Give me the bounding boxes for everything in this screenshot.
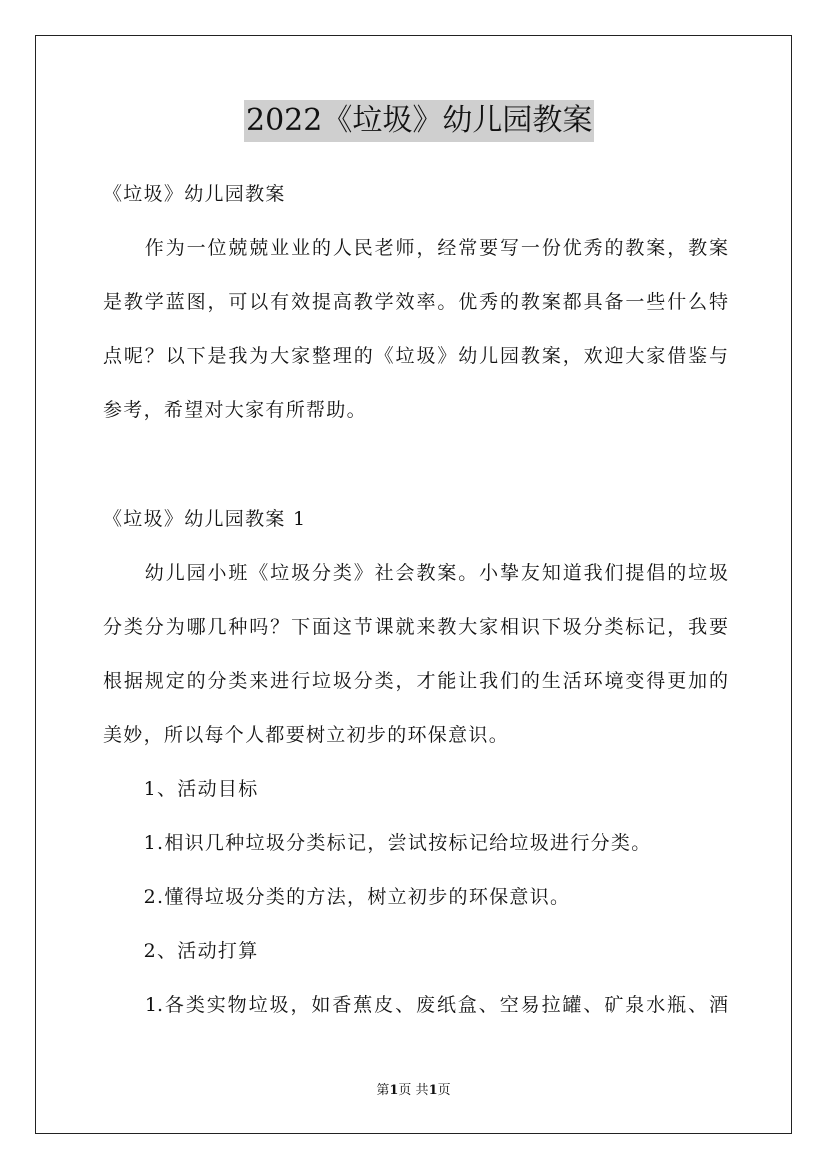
intro-line-1: 作为一位兢兢业业的人民老师，经常要写一份优秀的教案，教案 xyxy=(103,237,728,259)
list-item: 1.各类实物垃圾，如香蕉皮、废纸盒、空易拉罐、矿泉水瓶、酒 xyxy=(103,994,728,1016)
section-para-line-3: 根据规定的分类来进行垃圾分类，才能让我们的生活环境变得更加的 xyxy=(103,670,728,692)
list-item: 1、活动目标 xyxy=(103,778,259,800)
footer-mid: 页 共 xyxy=(398,1083,429,1098)
list-item: 2、活动打算 xyxy=(103,940,259,962)
footer-prefix: 第 xyxy=(376,1083,390,1098)
section-para-line-2: 分类分为哪几种吗？下面这节课就来教大家相识下圾分类标记，我要 xyxy=(103,616,728,638)
footer-page-number: 1 xyxy=(389,1083,399,1098)
section-para-line-1: 幼儿园小班《垃圾分类》社会教案。小挚友知道我们提倡的垃圾 xyxy=(103,562,728,584)
intro-line-3: 点呢？以下是我为大家整理的《垃圾》幼儿园教案，欢迎大家借鉴与 xyxy=(103,345,728,367)
subtitle: 《垃圾》幼儿园教案 xyxy=(103,183,286,205)
intro-line-2: 是教学蓝图，可以有效提高教学效率。优秀的教案都具备一些什么特 xyxy=(103,291,728,313)
page-footer xyxy=(0,1083,827,1099)
document-title: 2022《垃圾》幼儿园教案 xyxy=(244,100,594,142)
list-item: 2.懂得垃圾分类的方法，树立初步的环保意识。 xyxy=(103,886,571,908)
intro-line-4: 参考，希望对大家有所帮助。 xyxy=(103,399,367,421)
list-item: 1.相识几种垃圾分类标记，尝试按标记给垃圾进行分类。 xyxy=(103,832,652,854)
section-heading: 《垃圾》幼儿园教案 1 xyxy=(103,508,307,530)
footer-page-total: 1 xyxy=(428,1083,438,1098)
footer-suffix: 页 xyxy=(437,1083,451,1098)
section-para-line-4: 美妙，所以每个人都要树立初步的环保意识。 xyxy=(103,724,510,746)
